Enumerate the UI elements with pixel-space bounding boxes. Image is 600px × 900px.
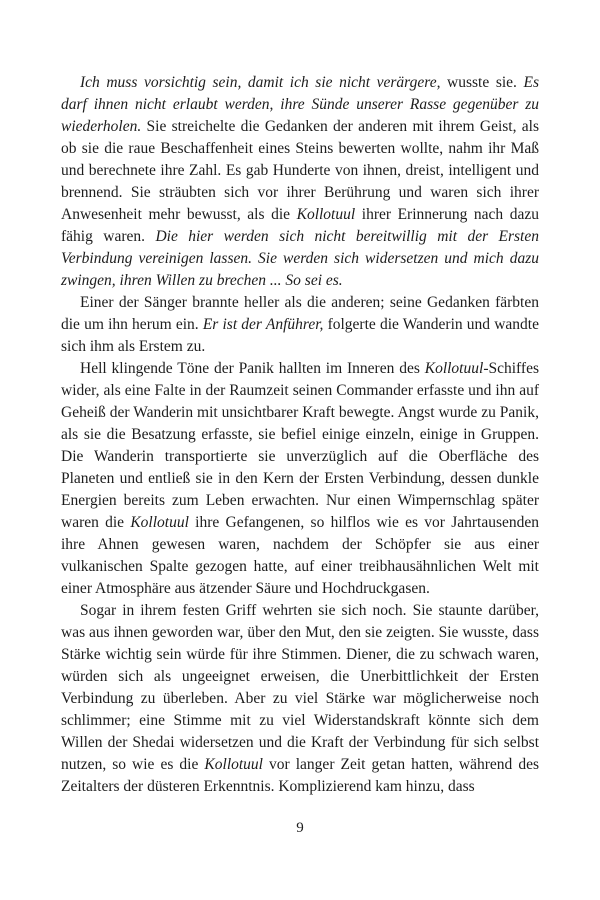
page-text: [61, 72, 539, 798]
paragraph: [61, 358, 539, 600]
text-run: ihrer Erinnerung nach dazu fähig waren.: [61, 206, 539, 245]
italic-text-run: Kollotuul: [204, 756, 263, 773]
italic-text-run: Kollotuul: [296, 206, 356, 223]
text-run: -Schiffes wider, als eine Falte in der Raumzeit seinen Commander erfasste und ihn auf Geheiß der Wanderin mit unsichtbarer Kraft bewegte. Angst wurde zu Panik, als sie die Besatzung erfasste, sie befiel einige einzeln, einige in Gruppen. Die Wanderin transportierte sie unverzüglich auf die Oberfläche des Planeten und entließ sie in den Kern der Ersten Verbindung, dessen dunkle Energien bereits zum Leben erwachten. Nur einen Wimpernschlag später waren die: [61, 360, 539, 531]
text-run: Einer der Sänger brannte heller als die anderen; seine Gedanken färbten die um ihn herum ein.: [61, 294, 539, 333]
italic-text-run: Ich muss vorsichtig sein, damit ich sie nicht verärgere,: [80, 74, 441, 91]
text-run: folgerte die Wanderin und wandte sich ihm als Erstem zu.: [61, 316, 539, 355]
paragraph: [61, 292, 539, 358]
text-run: Hell klingende Töne der Panik hallten im Inneren des: [80, 360, 425, 377]
italic-text-run: Kollotuul: [130, 514, 189, 531]
paragraph: [61, 72, 539, 292]
text-run: vor langer Zeit getan hatten, während des Zeitalters der düsteren Erkenntnis. Komplizierend kam hinzu, dass: [61, 756, 539, 795]
italic-text-run: Es darf ihnen nicht erlaubt werden, ihre Sünde unserer Rasse gegenüber zu wiederholen.: [61, 74, 539, 135]
paragraph: [61, 600, 539, 798]
text-run: wusste sie.: [440, 74, 524, 91]
italic-text-run: Er ist der Anführer,: [202, 316, 324, 333]
text-run: Sogar in ihrem festen Griff wehrten sie sich noch. Sie staunte darüber, was aus ihnen geworden war, über den Mut, den sie zeigten. Sie wusste, dass Stärke wichtig sein würde für ihre Stimmen. Diener, die zu schwach waren, würden sich als ungeeignet erweisen, die Unerbittlichkeit der Ersten Verbindung zu überleben. Aber zu viel Stärke war möglicherweise noch schlimmer; eine Stimme mit zu viel Widerstandskraft könnte sich dem Willen der Shedai widersetzen und die Kraft der Verbindung für sich selbst nutzen, so wie es die: [61, 602, 539, 773]
text-run: ihre Gefangenen, so hilflos wie es vor Jahrtausenden ihre Ahnen gewesen waren, nachdem der Schöpfer sie aus einer vulkanischen Spalte gezogen hatte, auf einer treibhausähnlichen Welt mit einer Atmosphäre aus ätzender Säure und Hochdruckgasen.: [61, 514, 539, 597]
text-run: Sie streichelte die Gedanken der anderen mit ihrem Geist, als ob sie die raue Beschaffenheit eines Steins bewerten wollte, nahm ihr Maß und berechnete ihre Zahl. Es gab Hunderte von ihnen, dreist, intelligent und brennend. Sie sträubten sich vor ihrer Berührung und waren sich ihrer Anwesenheit mehr bewusst, als die: [61, 118, 539, 223]
italic-text-run: Kollotuul: [424, 360, 484, 377]
italic-text-run: Die hier werden sich nicht bereitwillig mit der Ersten Verbindung vereinigen lassen. Sie werden sich widersetzen und mich dazu zwingen, ihren Willen zu brechen ... So sei es.: [61, 228, 539, 289]
page-number: 9: [296, 820, 304, 836]
